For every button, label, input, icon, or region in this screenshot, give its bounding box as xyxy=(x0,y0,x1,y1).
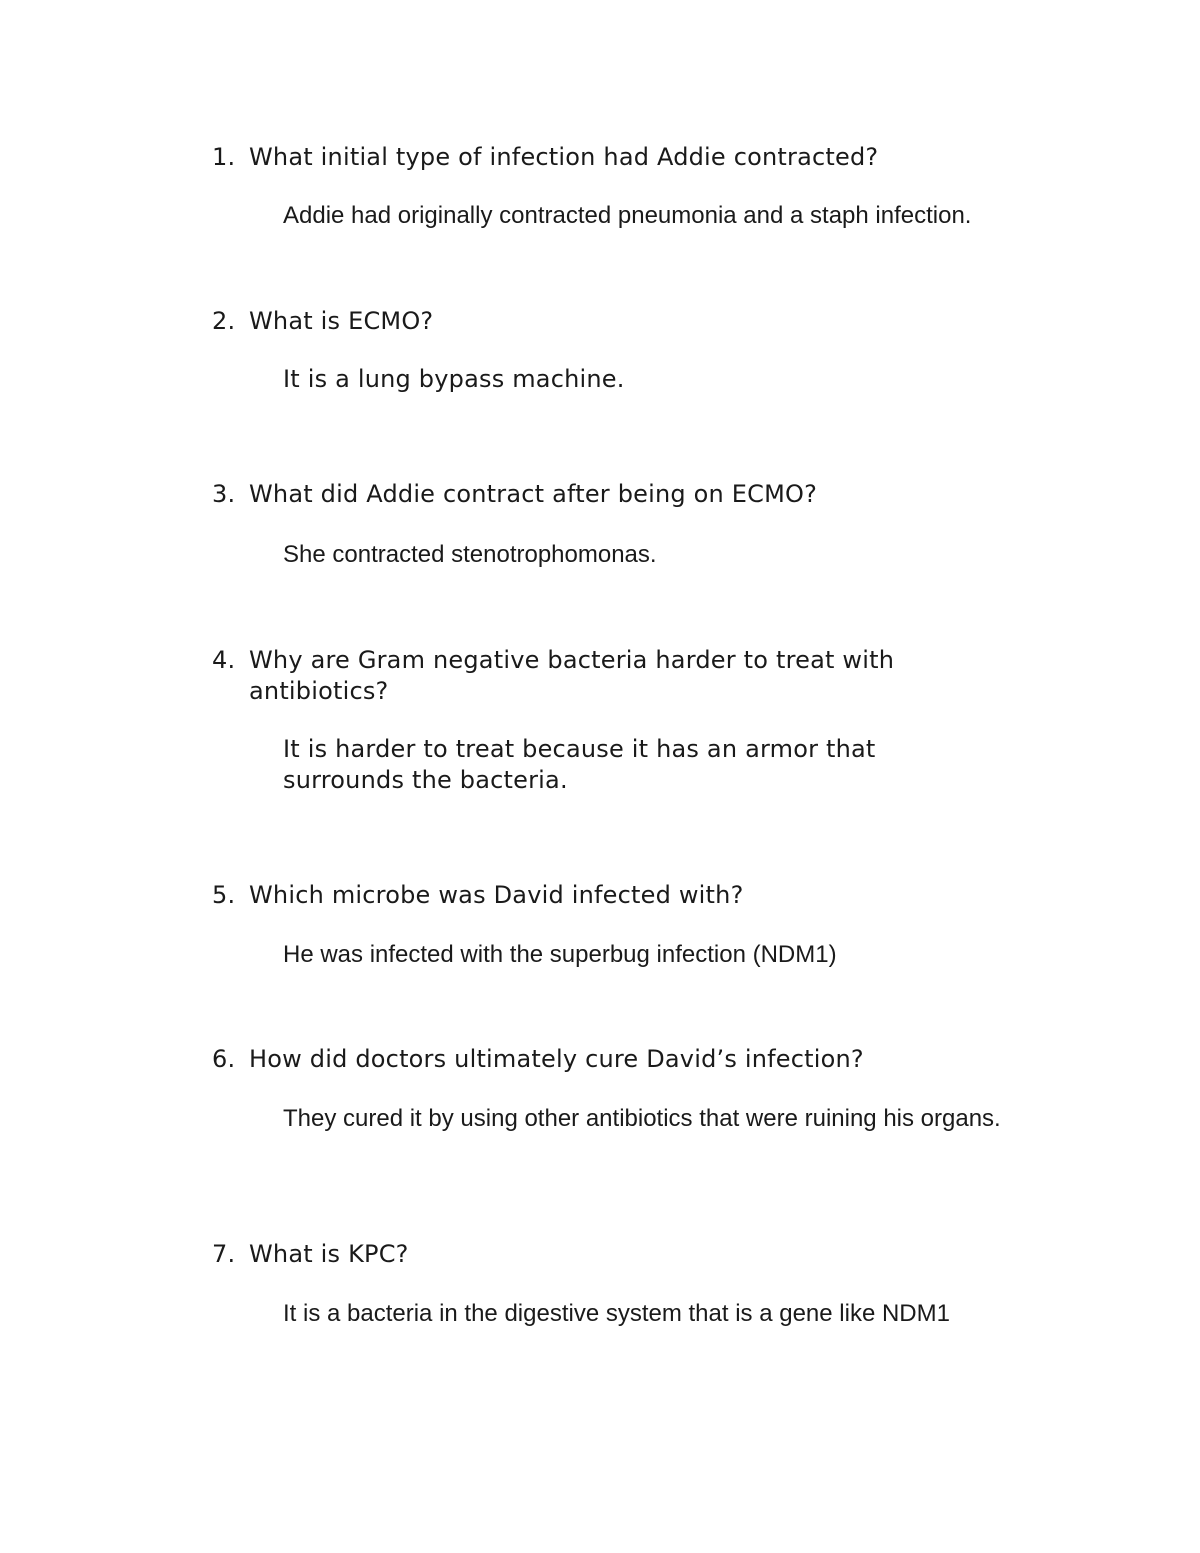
question-1 xyxy=(212,142,972,173)
question-number: 5. xyxy=(212,881,236,909)
question-number: 1. xyxy=(212,143,236,171)
question-text: What is KPC? xyxy=(249,1240,409,1268)
answer-4: It is harder to treat because it has an armor that surrounds the bacteria. xyxy=(283,735,876,794)
question-7 xyxy=(212,1239,972,1270)
question-6 xyxy=(212,1044,972,1075)
answer-7: It is a bacteria in the digestive system that is a gene like NDM1 xyxy=(283,1300,950,1327)
question-number: 4. xyxy=(212,646,236,674)
answer-3: She contracted stenotrophomonas. xyxy=(283,541,657,568)
question-text: How did doctors ultimately cure David’s infection? xyxy=(249,1045,864,1073)
question-5 xyxy=(212,880,972,911)
question-number: 6. xyxy=(212,1045,236,1073)
question-text: Why are Gram negative bacteria harder to treat with antibiotics? xyxy=(249,646,895,705)
question-number: 2. xyxy=(212,307,236,335)
answer-2: It is a lung bypass machine. xyxy=(283,365,625,393)
question-text: What is ECMO? xyxy=(249,307,434,335)
question-2 xyxy=(212,306,972,337)
question-4 xyxy=(212,645,972,707)
question-3 xyxy=(212,479,972,510)
question-number: 7. xyxy=(212,1240,236,1268)
question-number: 3. xyxy=(212,480,236,508)
answer-6: They cured it by using other antibiotics that were ruining his organs. xyxy=(283,1105,1001,1132)
question-text: What did Addie contract after being on ECMO? xyxy=(249,480,818,508)
question-text: Which microbe was David infected with? xyxy=(249,881,744,909)
answer-5: He was infected with the superbug infection (NDM1) xyxy=(283,941,837,968)
question-text: What initial type of infection had Addie contracted? xyxy=(249,143,879,171)
answer-1: Addie had originally contracted pneumonia and a staph infection. xyxy=(283,202,972,229)
